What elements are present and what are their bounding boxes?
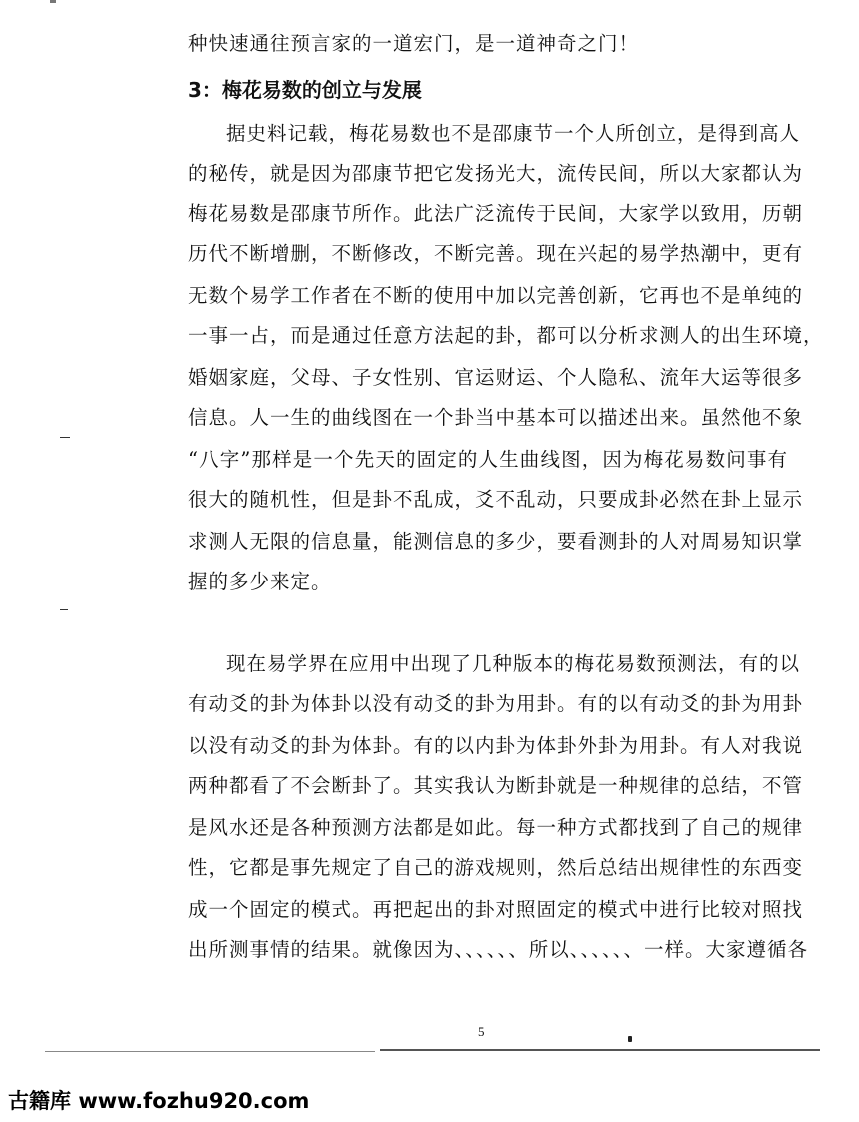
- paragraph-line: 成一个固定的模式。再把起出的卦对照固定的模式中进行比较对照找: [188, 898, 804, 921]
- margin-mark: [60, 609, 68, 610]
- paragraph-line: 求测人无限的信息量，能测信息的多少，要看测卦的人对周易知识掌: [188, 530, 804, 553]
- section-heading: 3：梅花易数的创立与发展: [188, 78, 422, 102]
- footer-rule: [380, 1049, 820, 1051]
- footer-rule-left: [45, 1051, 375, 1052]
- scan-dot: [628, 1036, 632, 1042]
- paragraph-line: 一事一占，而是通过任意方法起的卦，都可以分析求测人的出生环境，: [188, 324, 824, 347]
- watermark-name: 古籍库: [8, 1089, 71, 1113]
- paragraph-line: 握的多少来定。: [188, 570, 332, 593]
- paragraph-line: 的秘传，就是因为邵康节把它发扬光大，流传民间，所以大家都认为: [188, 162, 804, 185]
- paragraph-line: “八字”那样是一个先天的固定的人生曲线图，因为梅花易数问事有: [188, 448, 788, 471]
- paragraph-line: 梅花易数是邵康节所作。此法广泛流传于民间，大家学以致用，历朝: [188, 202, 804, 225]
- paragraph-line: 婚姻家庭，父母、子女性别、官运财运、个人隐私、流年大运等很多: [188, 366, 804, 389]
- text-line-top: 种快速通往预言家的一道宏门，是一道神奇之门！: [188, 32, 640, 55]
- margin-mark: [60, 437, 70, 438]
- page-number: 5: [478, 1024, 485, 1039]
- paragraph-line: 出所测事情的结果。就像因为、、、、、、所以、、、、、、一样。大家遵循各: [188, 938, 809, 961]
- paragraph-line: 以没有动爻的卦为体卦。有的以内卦为体卦外卦为用卦。有人对我说: [188, 734, 804, 757]
- watermark: [8, 1085, 309, 1115]
- paragraph-line: 无数个易学工作者在不断的使用中加以完善创新，它再也不是单纯的: [188, 284, 804, 307]
- paragraph-line: 历代不断增删，不断修改，不断完善。现在兴起的易学热潮中，更有: [188, 242, 804, 265]
- paragraph-line: 信息。人一生的曲线图在一个卦当中基本可以描述出来。虽然他不象: [188, 406, 804, 429]
- paragraph-line: 据史料记载，梅花易数也不是邵康节一个人所创立，是得到高人: [226, 122, 801, 145]
- paragraph-line: 性，它都是事先规定了自己的游戏规则，然后总结出规律性的东西变: [188, 856, 804, 879]
- scan-mark: [50, 0, 56, 3]
- paragraph-line: 是风水还是各种预测方法都是如此。每一种方式都找到了自己的规律: [188, 816, 804, 839]
- watermark-url[interactable]: www.fozhu920.com: [78, 1089, 310, 1113]
- paragraph-line: 现在易学界在应用中出现了几种版本的梅花易数预测法，有的以: [226, 652, 801, 675]
- paragraph-line: 有动爻的卦为体卦以没有动爻的卦为用卦。有的以有动爻的卦为用卦: [188, 692, 804, 715]
- paragraph-line: 很大的随机性，但是卦不乱成，爻不乱动，只要成卦必然在卦上显示: [188, 488, 804, 511]
- paragraph-line: 两种都看了不会断卦了。其实我认为断卦就是一种规律的总结，不管: [188, 774, 804, 797]
